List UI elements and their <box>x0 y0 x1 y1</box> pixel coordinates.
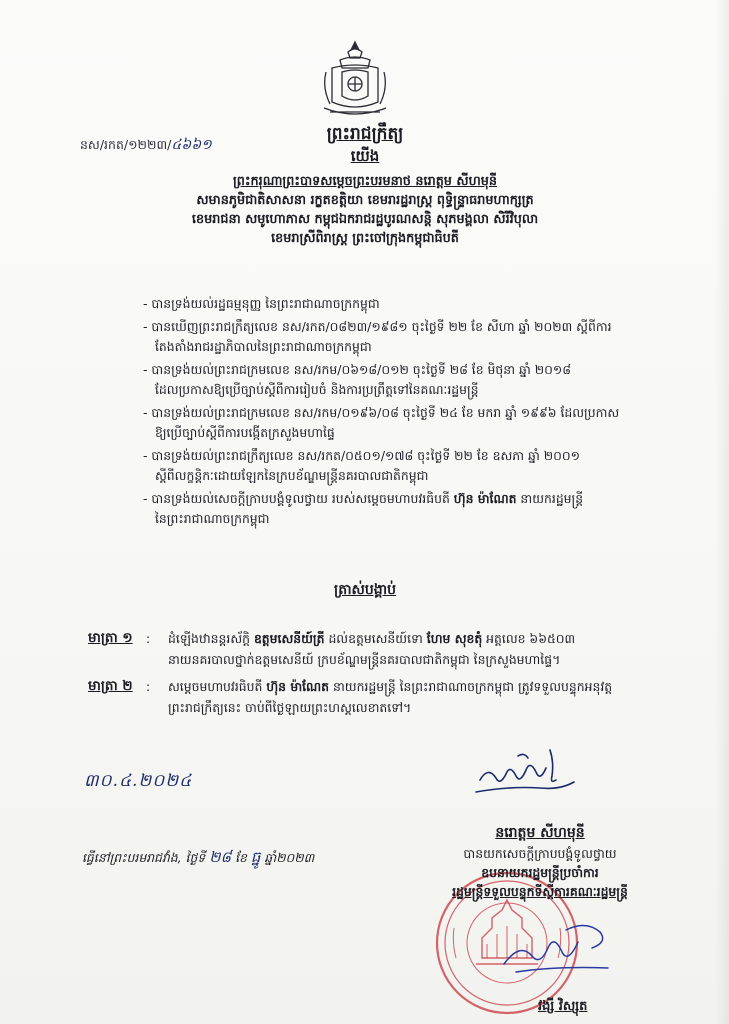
preamble-item <box>143 489 703 530</box>
issued-prefix: ធ្វើនៅព្រះបរមរាជវាំង, ថ្ងៃទី <box>82 850 206 865</box>
article-line <box>168 628 708 649</box>
preamble-line: - បានទ្រង់យល់ព្រះរាជក្រឹត្យលេខ នស/រកត/០៥០១/១៧៨ ចុះថ្ងៃទី ២២ ខែ ឧសភា ឆ្នាំ ២០០១ <box>143 447 581 463</box>
issued-year: ឆ្នាំ២០២៣ <box>264 850 315 865</box>
prime-minister-name: ហ៊ុន ម៉ាណែត <box>266 679 330 694</box>
issued-day: ២៨ <box>209 848 232 866</box>
document-title: ព្រះរាជក្រឹត្យ <box>326 124 404 144</box>
preamble-line <box>143 489 703 510</box>
article-text-part: សម្តេចមហាបវរធិបតី <box>168 679 263 694</box>
promoted-person-name: ហែម សុខតុំ <box>426 631 483 646</box>
issued-month: ធ្នូ <box>250 848 261 866</box>
king-line-3: ខេមរាជនា សមូហោភាស កម្ពុជឯករាជរដ្ឋបូរណសន្តិ សុភមង្គលា សិរីវិបុលា <box>191 212 539 227</box>
preamble-item <box>143 403 703 444</box>
article-line <box>168 676 708 697</box>
preamble-item <box>143 446 703 487</box>
king-name: នរោត្តម សីហមុនី <box>495 825 585 841</box>
minister-role-line: ឧបនាយករដ្ឋមន្ត្រីប្រចាំការ <box>481 865 599 880</box>
article-line: នាយនគរបាលថ្នាក់ឧត្តមសេនីយ៍ ក្របខ័ណ្ឌមន្ត្រីនគរបាលជាតិកម្ពុជា នៃក្រសួងមហាផ្ទៃ។ <box>168 652 561 667</box>
article-label: មាត្រា ១ <box>88 630 133 646</box>
article-label: មាត្រា ២ <box>88 678 133 694</box>
preamble-item <box>143 360 703 401</box>
preamble-item <box>143 317 703 358</box>
article-text-part: អត្តលេខ ៦៦៥០៣ <box>486 631 576 646</box>
king-line-2: សមានភូមិជាតិសាសនា រក្ខតខត្តិយា ខេមរារដ្ឋរាស្ត្រ ពុទ្ធិន្ទ្រាធរាមហាក្សត្រ <box>196 193 534 208</box>
minister-signature-icon <box>496 912 616 982</box>
minister-role-line: រដ្ឋមន្ត្រីទទួលបន្ទុកទីស្តីការគណៈរដ្ឋមន្ត្រី <box>452 884 628 899</box>
preamble-text: - បានទ្រង់យល់សេចក្តីក្រាបបង្គំទូលថ្វាយ របស់សម្តេចមហាបវរធិបតី <box>143 490 450 506</box>
countersign-line: បានយកសេចក្តីក្រាបបង្គំទូលថ្វាយ <box>463 846 617 861</box>
preamble-line: ដែលប្រកាសឱ្យប្រើច្បាប់ស្តីពីការរៀបចំ និងការប្រព្រឹត្តទៅនៃគណៈរដ្ឋមន្ត្រី <box>155 382 479 397</box>
preamble-line: ស្តីពីលក្ខន្តិកៈដោយឡែកនៃក្របខ័ណ្ឌមន្ត្រីនគរបាលជាតិកម្ពុជា <box>155 468 429 483</box>
article-text-part: ដំឡើងឋានន្តរស័ក្តិ <box>168 631 250 646</box>
preamble-line: តែងតាំងរាជរដ្ឋាភិបាលនៃព្រះរាជាណាចក្រកម្ពុជា <box>155 339 372 354</box>
minister-name: វង្សី វិស្សុត <box>538 999 588 1014</box>
reference-handwritten: ៤៦៦១ <box>171 137 212 153</box>
preamble-line: ឱ្យប្រើច្បាប់ស្តីពីការបង្កើតក្រសួងមហាផ្ទៃ <box>155 425 335 440</box>
we-heading: យើង <box>350 147 380 165</box>
king-signature-icon <box>470 742 580 806</box>
issued-line <box>82 848 314 870</box>
article-colon: : <box>146 679 151 694</box>
king-title-block <box>120 172 610 248</box>
prime-minister-name: ហ៊ុន ម៉ាណែត <box>453 490 517 506</box>
signature-block <box>380 822 700 901</box>
article-line: ព្រះរាជក្រឹត្យនេះ ចាប់ពីថ្ងៃឡាយព្រះហស្តលេខាតទៅ។ <box>168 700 412 715</box>
handwritten-date: ៣០.៤.២០២៤ <box>84 771 193 791</box>
page-edge-shadow <box>715 0 729 1024</box>
preamble-line: - បានទ្រង់យល់រដ្ឋធម្មនុញ្ញ នៃព្រះរាជាណាចក្រកម្ពុជា <box>143 296 380 311</box>
article-text <box>168 628 708 670</box>
preamble-line: - បានទ្រង់យល់ព្រះរាជក្រមលេខ នស/រកម/០៦១៨/០១២ ចុះថ្ងៃទី ២៨ ខែ មិថុនា ឆ្នាំ ២០១៨ <box>143 361 572 377</box>
rank-current: ឧត្តមសេនីយ៍ត្រី <box>253 631 325 646</box>
preamble-line: - បានទ្រង់យល់ព្រះរាជក្រមលេខ នស/រកម/០១៩៦/០៨ ចុះថ្ងៃទី ២៤ ខែ មករា ឆ្នាំ ១៩៩៦ ដែលប្រកាស <box>143 404 620 420</box>
king-line-1: ព្រះករុណាព្រះបាទសម្តេចព្រះបរមនាថ នរោត្តម សីហមុនី <box>232 174 498 189</box>
king-line-4: ខេមរាស្រីពិរាស្ត្រ ព្រះចៅក្រុងកម្ពុជាធិបតី <box>271 231 459 246</box>
preamble-list <box>143 294 703 532</box>
preamble-line: នៃព្រះរាជាណាចក្រកម្ពុជា <box>155 511 270 526</box>
article-text-part: ដល់ឧត្តមសេនីយ៍ទោ <box>328 631 423 646</box>
article-text <box>168 676 708 718</box>
decree-heading: ត្រាស់បង្គាប់ <box>334 582 396 598</box>
preamble-line: - បានឃើញព្រះរាជក្រឹត្យលេខ នស/រកត/០៨២៣/១៩៨១ ចុះថ្ងៃទី ២២ ខែ សីហា ឆ្នាំ ២០២៣ ស្តីពីការ <box>143 318 612 334</box>
article-colon: : <box>146 631 151 646</box>
prime-minister-title: នាយករដ្ឋមន្ត្រី <box>520 490 584 506</box>
issued-month-label: ខែ <box>235 850 247 865</box>
article-text-part: នាយករដ្ឋមន្ត្រី នៃព្រះរាជាណាចក្រកម្ពុជា ត្រូវទទួលបន្ទុកអនុវត្ត <box>333 679 613 694</box>
royal-coat-of-arms-icon <box>318 38 392 118</box>
reference-printed: នស/រកត/១២២៣/ <box>80 137 172 152</box>
preamble-item <box>143 294 703 315</box>
